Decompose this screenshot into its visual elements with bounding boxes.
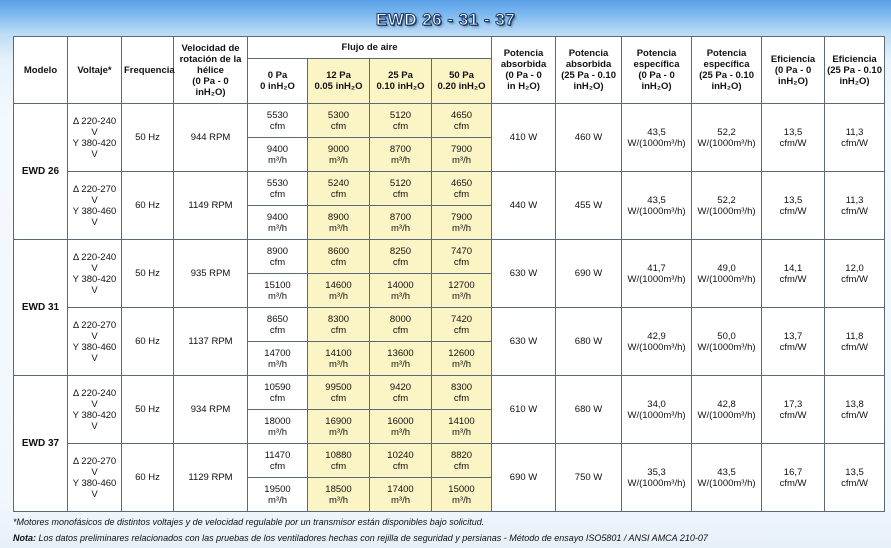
efi-25-cell: 11,8 cfm/W (825, 308, 885, 376)
flow-cell: 10240 cfm (370, 444, 432, 478)
frecuencia-cell: 50 Hz (122, 376, 174, 444)
footnote: *Motores monofásicos de distintos voltajes y de velocidad regulable por un transmisor están disponibles bajo solicitud. (13, 517, 485, 527)
flow-cell: 14700 m³/h (248, 342, 308, 376)
header-flujo-12pa: 12 Pa 0.05 inH₂O (308, 59, 370, 104)
flow-cell: 12700 m³/h (432, 274, 492, 308)
flow-cell: 14100 m³/h (308, 342, 370, 376)
efi-0-cell: 16,7 cfm/W (762, 444, 825, 512)
efi-0-cell: 17,3 cfm/W (762, 376, 825, 444)
header-potencia-esp-25: Potencia específica (25 Pa - 0.10 inH₂O) (692, 37, 762, 104)
flow-cell: 8820 cfm (432, 444, 492, 478)
efi-25-cell: 13,5 cfm/W (825, 444, 885, 512)
flow-cell: 7900 m³/h (432, 206, 492, 240)
table-body (14, 104, 885, 512)
flow-cell: 7470 cfm (432, 240, 492, 274)
pot-abs-0-cell: 630 W (492, 240, 556, 308)
header-flujo-25pa: 25 Pa 0.10 inH₂O (370, 59, 432, 104)
efi-25-cell: 11,3 cfm/W (825, 104, 885, 172)
pot-abs-0-cell: 690 W (492, 444, 556, 512)
flow-cell: 19500 m³/h (248, 478, 308, 512)
flow-cell: 11470 cfm (248, 444, 308, 478)
frecuencia-cell: 60 Hz (122, 172, 174, 240)
title-bar (0, 0, 891, 36)
flow-cell: 5530 cfm (248, 172, 308, 206)
flow-cell: 4650 cfm (432, 172, 492, 206)
voltaje-cell: Δ 220-240 V Y 380-420 V (68, 240, 122, 308)
flow-cell: 7420 cfm (432, 308, 492, 342)
header-eficiencia-0: Eficiencia (0 Pa - 0 inH₂O) (762, 37, 825, 104)
rpm-cell: 935 RPM (174, 240, 248, 308)
pot-esp-0-cell: 42,9 W/(1000m³/h) (622, 308, 692, 376)
header-potencia-abs-0: Potencia absorbida (0 Pa - 0 in H₂O) (492, 37, 556, 104)
header-potencia-abs-25: Potencia absorbida (25 Pa - 0.10 inH₂O) (556, 37, 622, 104)
pot-esp-25-cell: 52,2 W/(1000m³/h) (692, 104, 762, 172)
flow-cell: 9420 cfm (370, 376, 432, 410)
flow-cell: 18500 m³/h (308, 478, 370, 512)
pot-esp-25-cell: 42,8 W/(1000m³/h) (692, 376, 762, 444)
header-modelo: Modelo (14, 37, 68, 104)
flow-cell: 12600 m³/h (432, 342, 492, 376)
header-flujo-0pa: 0 Pa 0 inH₂O (248, 59, 308, 104)
pot-esp-0-cell: 35,3 W/(1000m³/h) (622, 444, 692, 512)
flow-cell: 8250 cfm (370, 240, 432, 274)
header-flujo: Flujo de aire (248, 37, 492, 59)
pot-abs-25-cell: 680 W (556, 376, 622, 444)
flow-cell: 14000 m³/h (370, 274, 432, 308)
pot-abs-25-cell: 690 W (556, 240, 622, 308)
flow-cell: 5240 cfm (308, 172, 370, 206)
nota (13, 533, 883, 543)
header-frecuencia: Frequencia (122, 37, 174, 104)
header-velocidad: Velocidad de rotación de la hélice (0 Pa - 0 inH₂O) (174, 37, 248, 104)
rpm-cell: 934 RPM (174, 376, 248, 444)
flow-cell: 8300 cfm (308, 308, 370, 342)
flow-cell: 9000 m³/h (308, 138, 370, 172)
frecuencia-cell: 50 Hz (122, 104, 174, 172)
model-name: EWD 37 (14, 376, 68, 512)
rpm-cell: 1137 RPM (174, 308, 248, 376)
voltaje-cell: Δ 220-270 V Y 380-460 V (68, 172, 122, 240)
table-row (14, 104, 885, 138)
flow-cell: 16000 m³/h (370, 410, 432, 444)
pot-abs-0-cell: 440 W (492, 172, 556, 240)
flow-cell: 7900 m³/h (432, 138, 492, 172)
flow-cell: 4650 cfm (432, 104, 492, 138)
flow-cell: 15000 m³/h (432, 478, 492, 512)
pot-esp-0-cell: 43,5 W/(1000m³/h) (622, 172, 692, 240)
header-flujo-50pa: 50 Pa 0.20 inH₂O (432, 59, 492, 104)
table-row (14, 444, 885, 478)
model-name: EWD 31 (14, 240, 68, 376)
table-row (14, 376, 885, 410)
pot-esp-0-cell: 43,5 W/(1000m³/h) (622, 104, 692, 172)
efi-0-cell: 13,5 cfm/W (762, 104, 825, 172)
flow-cell: 8650 cfm (248, 308, 308, 342)
pot-esp-25-cell: 52,2 W/(1000m³/h) (692, 172, 762, 240)
flow-cell: 18000 m³/h (248, 410, 308, 444)
table-header (14, 37, 885, 104)
flow-cell: 5120 cfm (370, 172, 432, 206)
flow-cell: 13600 m³/h (370, 342, 432, 376)
voltaje-cell: Δ 220-240 V Y 380-420 V (68, 376, 122, 444)
pot-abs-25-cell: 455 W (556, 172, 622, 240)
flow-cell: 5120 cfm (370, 104, 432, 138)
flow-cell: 8000 cfm (370, 308, 432, 342)
rpm-cell: 1129 RPM (174, 444, 248, 512)
flow-cell: 8900 m³/h (308, 206, 370, 240)
pot-abs-25-cell: 680 W (556, 308, 622, 376)
pot-esp-0-cell: 41,7 W/(1000m³/h) (622, 240, 692, 308)
flow-cell: 10590 cfm (248, 376, 308, 410)
efi-25-cell: 11,3 cfm/W (825, 172, 885, 240)
pot-esp-25-cell: 43,5 W/(1000m³/h) (692, 444, 762, 512)
efi-25-cell: 13,8 cfm/W (825, 376, 885, 444)
table-row (14, 172, 885, 206)
flow-cell: 5300 cfm (308, 104, 370, 138)
flow-cell: 99500 cfm (308, 376, 370, 410)
pot-abs-25-cell: 750 W (556, 444, 622, 512)
pot-abs-0-cell: 630 W (492, 308, 556, 376)
header-voltaje: Voltaje* (68, 37, 122, 104)
flow-cell: 10880 cfm (308, 444, 370, 478)
flow-cell: 8900 cfm (248, 240, 308, 274)
pot-esp-25-cell: 50,0 W/(1000m³/h) (692, 308, 762, 376)
flow-cell: 14100 m³/h (432, 410, 492, 444)
header-potencia-esp-0: Potencia específica (0 Pa - 0 inH₂O) (622, 37, 692, 104)
rpm-cell: 1149 RPM (174, 172, 248, 240)
pot-abs-25-cell: 460 W (556, 104, 622, 172)
flow-cell: 8700 m³/h (370, 138, 432, 172)
pot-esp-25-cell: 49,0 W/(1000m³/h) (692, 240, 762, 308)
frecuencia-cell: 60 Hz (122, 308, 174, 376)
voltaje-cell: Δ 220-240 V Y 380-420 V (68, 104, 122, 172)
voltaje-cell: Δ 220-270 V Y 380-460 V (68, 444, 122, 512)
efi-0-cell: 13,5 cfm/W (762, 172, 825, 240)
flow-cell: 9400 m³/h (248, 138, 308, 172)
flow-cell: 15100 m³/h (248, 274, 308, 308)
flow-cell: 17400 m³/h (370, 478, 432, 512)
pot-esp-0-cell: 34,0 W/(1000m³/h) (622, 376, 692, 444)
flow-cell: 5530 cfm (248, 104, 308, 138)
pot-abs-0-cell: 410 W (492, 104, 556, 172)
header-eficiencia-25: Eficiencia (25 Pa - 0.10 inH₂O) (825, 37, 885, 104)
flow-cell: 8700 m³/h (370, 206, 432, 240)
efi-0-cell: 14,1 cfm/W (762, 240, 825, 308)
efi-0-cell: 13,7 cfm/W (762, 308, 825, 376)
flow-cell: 9400 m³/h (248, 206, 308, 240)
nota-label: Nota: (13, 533, 36, 543)
model-name: EWD 26 (14, 104, 68, 240)
nota-text: Los datos preliminares relacionados con las pruebas de los ventiladores hechas con rejilla de seguridad y persianas - Método de ensayo ISO5801 / ANSI AMCA 210-07 (36, 533, 708, 543)
flow-cell: 8600 cfm (308, 240, 370, 274)
document-title: EWD 26 - 31 - 37 (375, 10, 516, 29)
voltaje-cell: Δ 220-270 V Y 380-460 V (68, 308, 122, 376)
spec-table (13, 36, 885, 512)
frecuencia-cell: 50 Hz (122, 240, 174, 308)
rpm-cell: 944 RPM (174, 104, 248, 172)
efi-25-cell: 12,0 cfm/W (825, 240, 885, 308)
pot-abs-0-cell: 610 W (492, 376, 556, 444)
flow-cell: 8300 cfm (432, 376, 492, 410)
frecuencia-cell: 60 Hz (122, 444, 174, 512)
table-row (14, 240, 885, 274)
flow-cell: 14600 m³/h (308, 274, 370, 308)
table-row (14, 308, 885, 342)
flow-cell: 16900 m³/h (308, 410, 370, 444)
